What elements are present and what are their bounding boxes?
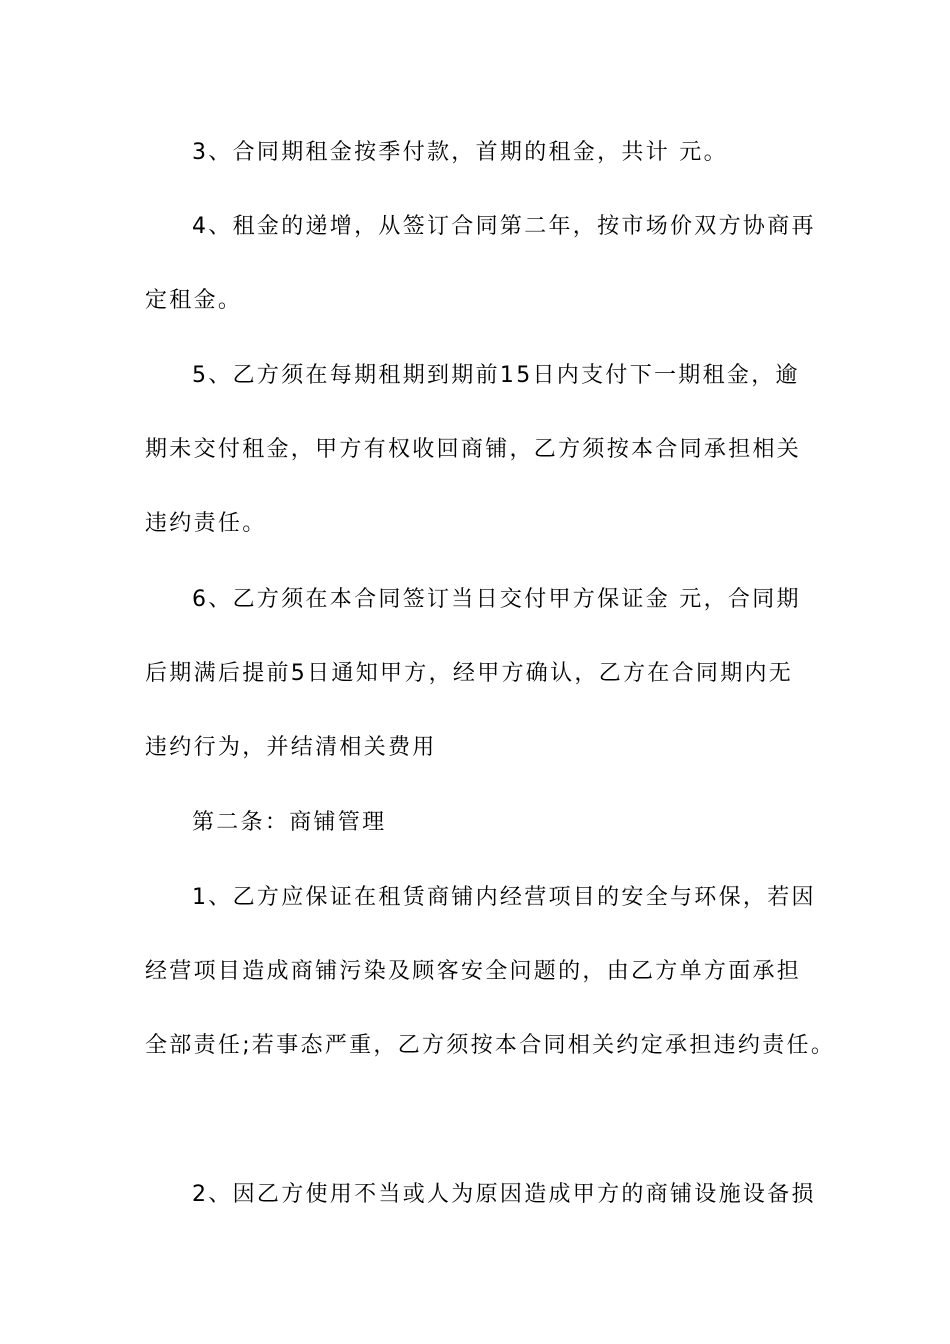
paragraph-line-clause-4-cont: 定租金。	[145, 288, 243, 313]
paragraph-line-clause-5-cont-2: 违约责任。	[145, 511, 267, 536]
paragraph-line-clause-4: 4、租金的递增，从签订合同第二年，按市场价双方协商再	[192, 214, 816, 239]
paragraph-line-clause-6-cont-1: 后期满后提前5日通知甲方，经甲方确认，乙方在合同期内无	[145, 661, 794, 686]
section-heading-article-2: 第二条：商铺管理	[192, 810, 387, 835]
paragraph-line-clause-5-cont-1: 期未交付租金，甲方有权收回商铺，乙方须按本合同承担相关	[145, 437, 802, 462]
paragraph-line-clause-5: 5、乙方须在每期租期到期前15日内支付下一期租金，逾	[192, 363, 800, 388]
paragraph-line-item-1-cont-2: 全部责任;若事态严重，乙方须按本合同相关约定承担违约责任。	[145, 1033, 836, 1058]
paragraph-line-clause-6-cont-2: 违约行为，并结清相关费用	[145, 735, 437, 760]
paragraph-line-item-1: 1、乙方应保证在租赁商铺内经营项目的安全与环保，若因	[192, 885, 816, 910]
paragraph-line-clause-3: 3、合同期租金按季付款，首期的租金，共计 元。	[192, 140, 728, 165]
paragraph-line-item-2: 2、因乙方使用不当或人为原因造成甲方的商铺设施设备损	[192, 1182, 816, 1207]
paragraph-line-clause-6: 6、乙方须在本合同签订当日交付甲方保证金 元，合同期	[192, 587, 801, 612]
paragraph-line-item-1-cont-1: 经营项目造成商铺污染及顾客安全问题的，由乙方单方面承担	[145, 959, 802, 984]
